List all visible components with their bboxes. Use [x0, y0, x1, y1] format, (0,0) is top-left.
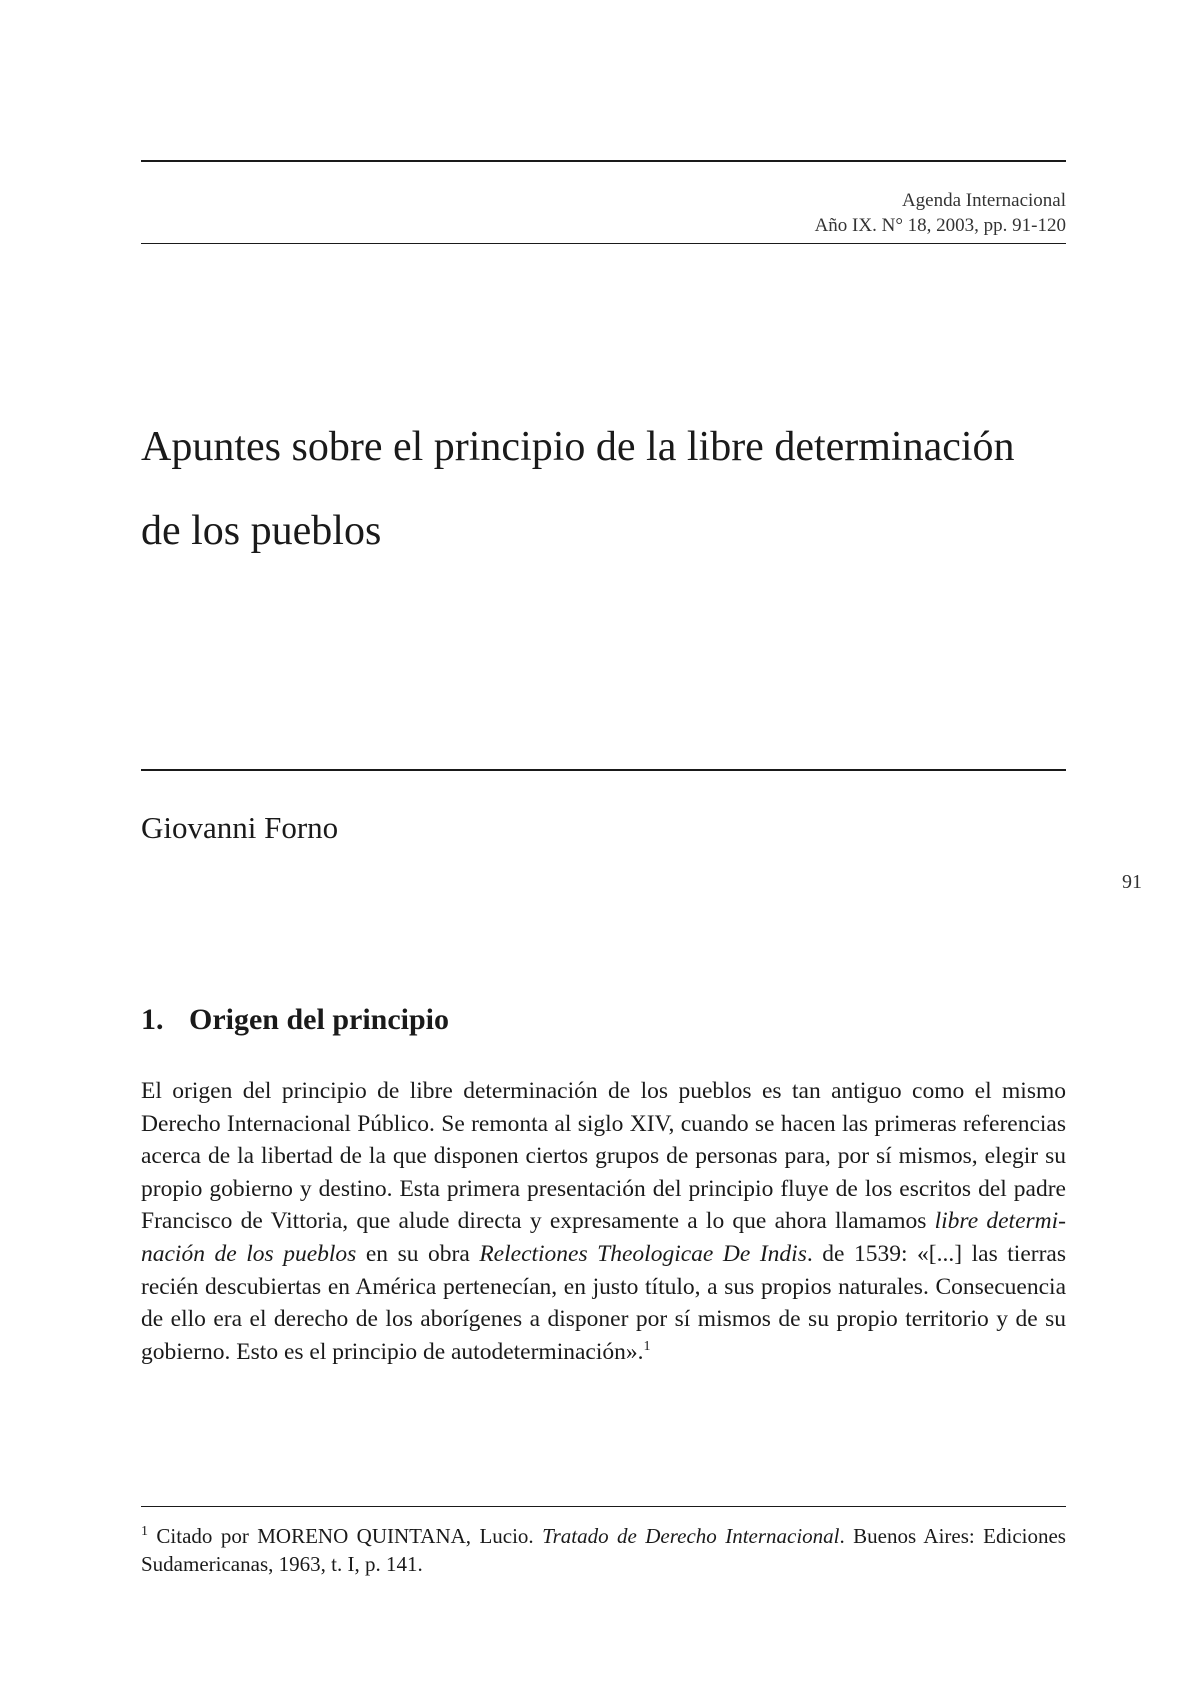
footnote — [141, 1522, 1066, 1578]
section-title: Origen del principio — [189, 1003, 450, 1036]
section-number: 1. — [141, 1003, 164, 1036]
footnote-italic: Tratado de Derecho Internacional — [542, 1524, 840, 1548]
body-text-1: El origen del principio de libre determinación de los pueblos es tan antiguo como el mismo Derecho Internacional Público. Se remonta al siglo XIV, cuando se hacen las primeras referencias acerca de la libertad de la que disponen ciertos grupos de personas para, por sí mismos, elegir su propio gobierno y destino. Esta primera presentación del principio fluye de los escritos del padre Francisco de Vittoria, que alude directa y expresamente a lo que ahora llamamos — [141, 1078, 1066, 1235]
footnote-text-1: Citado por MORENO QUINTANA, Lucio. — [148, 1524, 543, 1548]
author-rule — [141, 769, 1066, 771]
journal-name: Agenda Internacional — [901, 190, 1066, 211]
body-italic-1: libre determinación de los pueblos — [141, 1208, 1066, 1267]
body-text-3: . de 1539: «[...] las tierras recién descubiertas en América pertenecían, en justo título, a sus propios naturales. Consecuencia de ello era el derecho de los aborígenes a disponer por sí mismos de su propio territorio y de su gobierno. Esto es el principio de autodeterminación». — [141, 1240, 1066, 1365]
footnote-text-2: . Buenos Aires: Ediciones Sudamericanas, 1963, t. I, p. 141. — [141, 1524, 1066, 1576]
body-italic-2: Relectiones Theologicae De Indis — [479, 1240, 807, 1267]
journal-info — [815, 188, 1066, 238]
author-name: Giovanni Forno — [141, 810, 339, 845]
body-paragraph — [141, 1075, 1066, 1368]
page-number: 91 — [1122, 871, 1142, 893]
article-title-line-2: de los pueblos — [141, 508, 382, 554]
header-bottom-rule — [141, 243, 1066, 244]
section-heading — [141, 1002, 449, 1038]
footnote-marker: 1 — [141, 1524, 148, 1539]
journal-issue: Año IX. N° 18, 2003, pp. 91-120 — [814, 215, 1066, 236]
footnote-rule — [141, 1506, 1066, 1507]
header-top-rule — [141, 160, 1066, 162]
footnote-reference: 1 — [643, 1338, 651, 1354]
article-title — [141, 405, 1081, 573]
article-title-line-1: Apuntes sobre el principio de la libre determinación — [141, 424, 1015, 470]
body-text-2: en su obra — [356, 1240, 480, 1267]
